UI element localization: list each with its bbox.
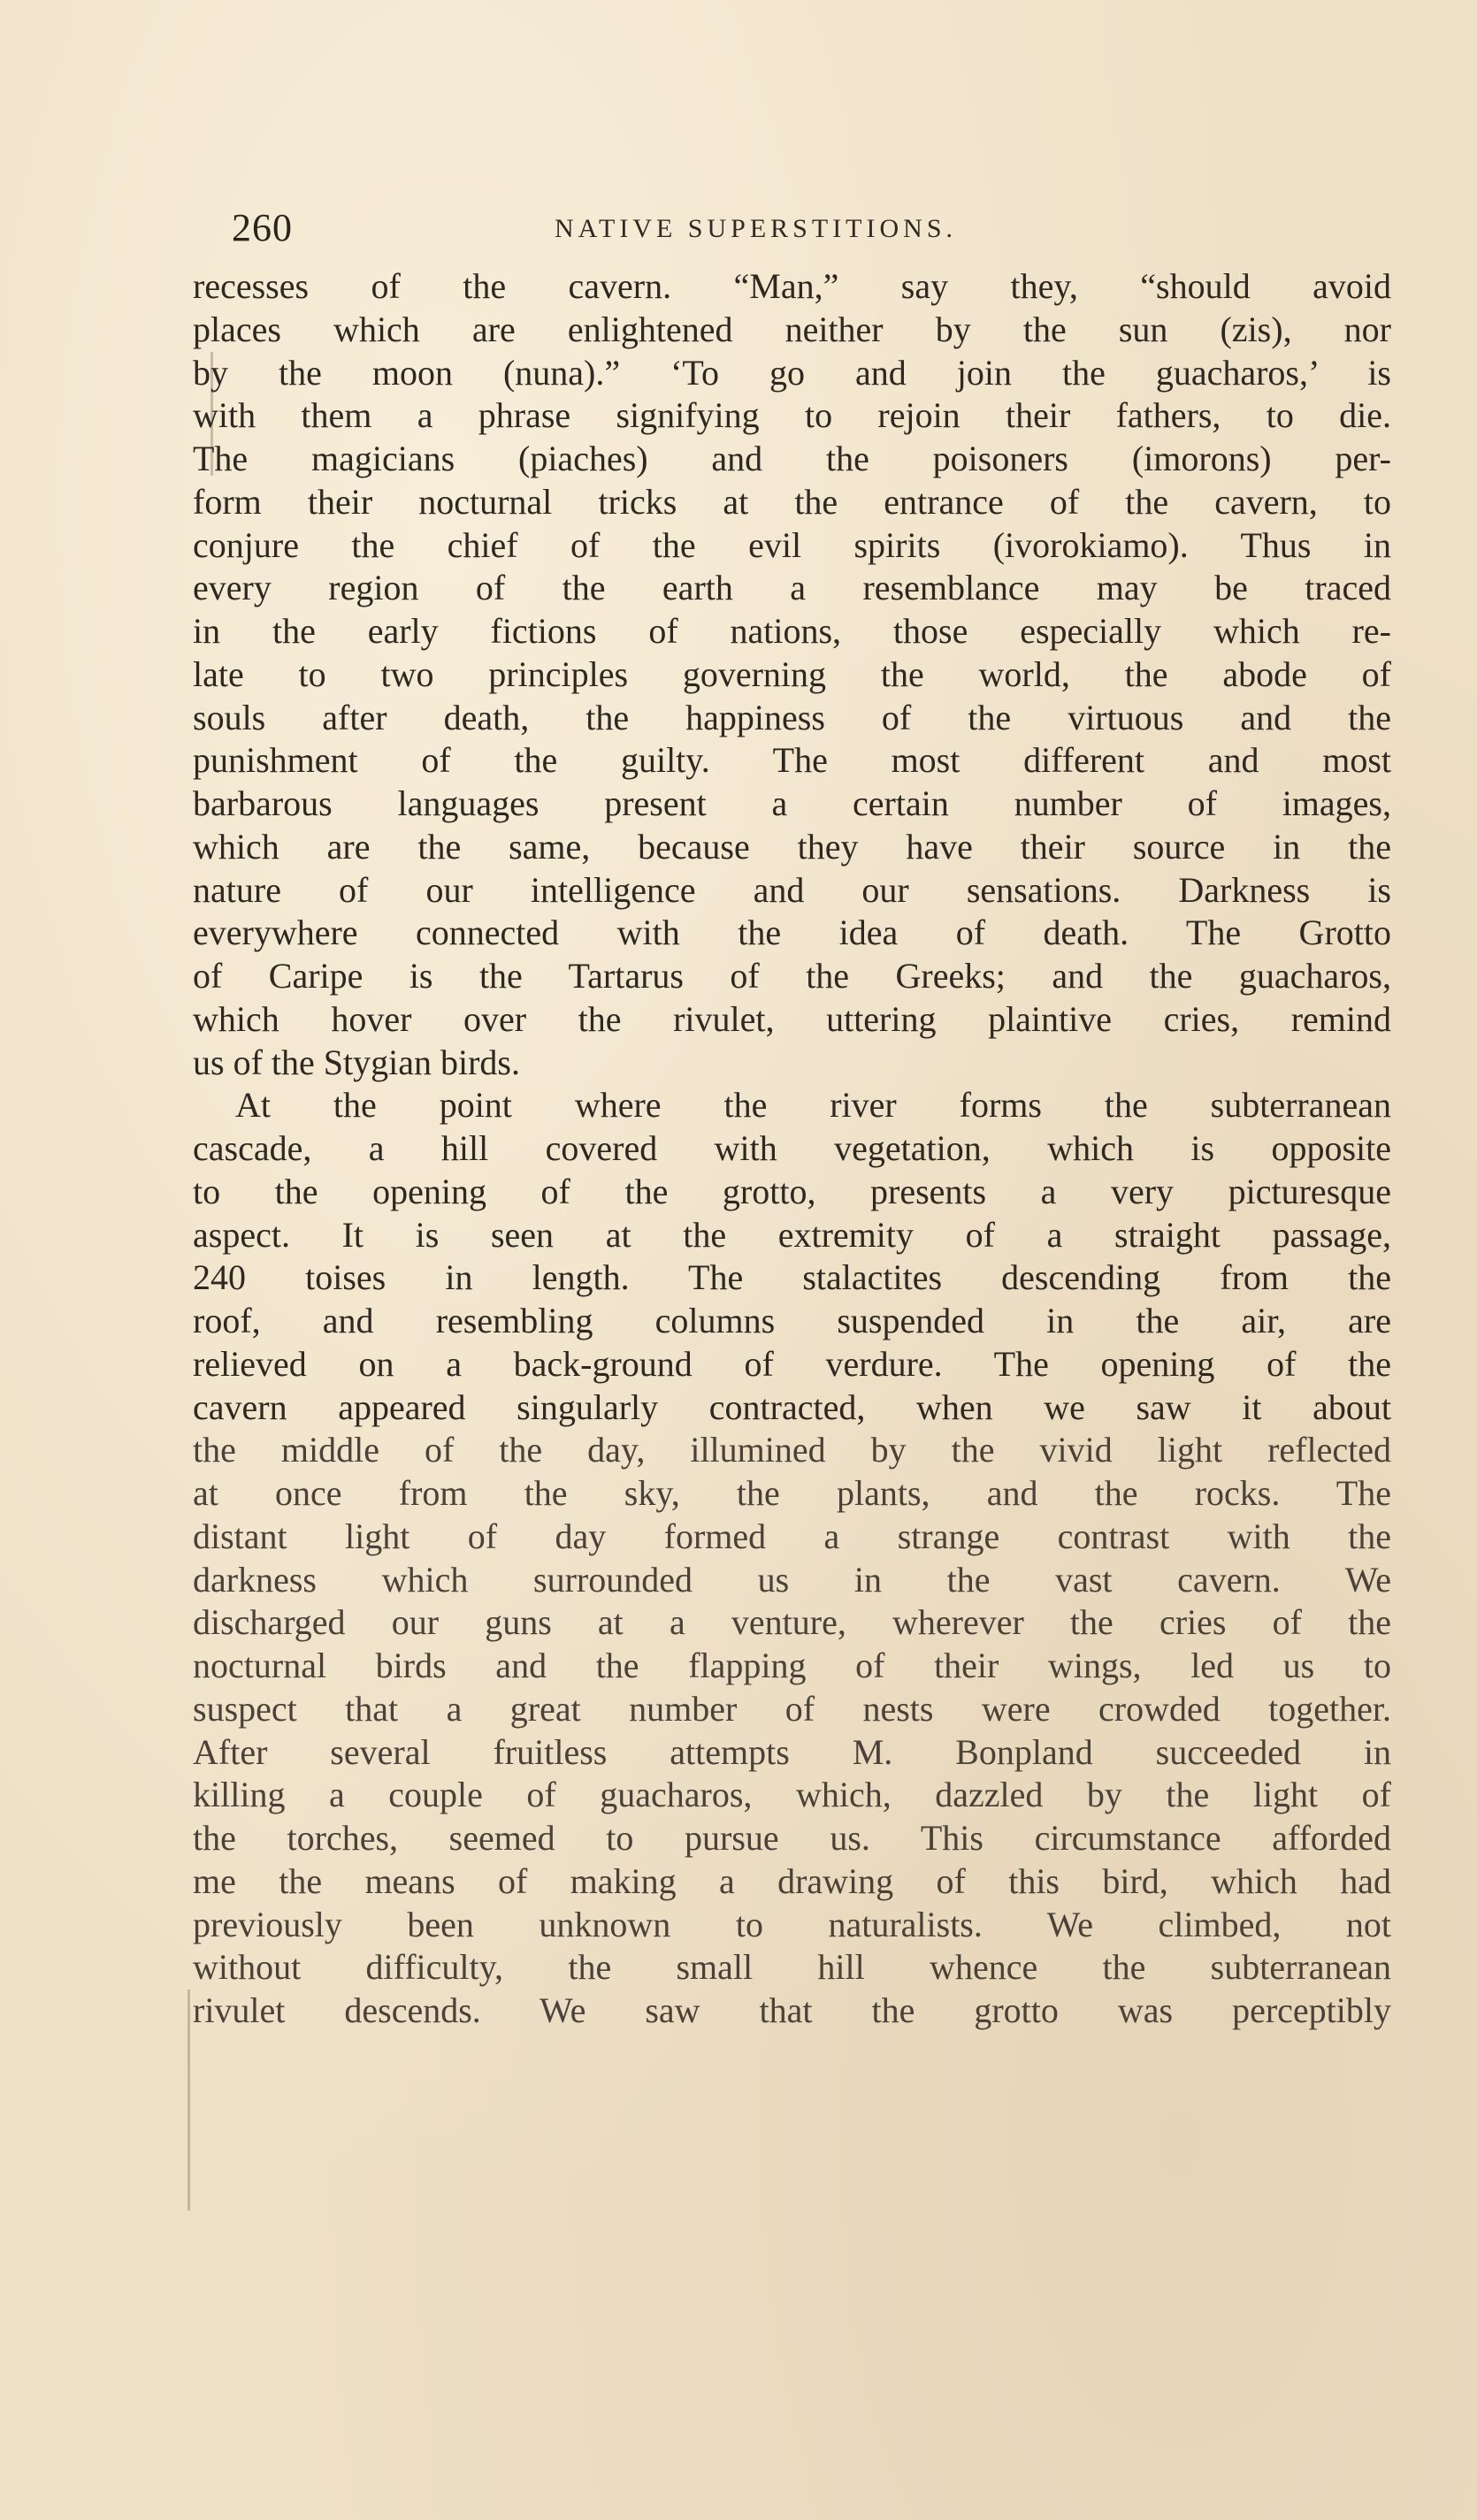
text-line: nature of our intelligence and our sensations. Darkness is <box>193 869 1391 910</box>
text-line: roof, and resembling columns suspended in the air, are <box>193 1301 1391 1340</box>
text-line: killing a couple of guacharos, which, dazzled by the light of <box>193 1775 1391 1815</box>
margin-mark <box>187 1989 190 2211</box>
text-line: by the moon (nuna).” ‘To go and join the guacharos,’ is <box>193 352 1391 393</box>
text-line: with them a phrase signifying to rejoin their fathers, to die. <box>193 395 1391 436</box>
text-line: cavern appeared singularly contracted, when we saw it about <box>193 1386 1391 1427</box>
text-line: barbarous languages present a certain number of images, <box>193 783 1391 823</box>
text-line: nocturnal birds and the flapping of their wings, led us to <box>193 1646 1391 1685</box>
text-line: souls after death, the happiness of the virtuous and the <box>193 697 1391 737</box>
text-line: in the early fictions of nations, those especially which re- <box>193 611 1391 651</box>
text-line: recesses of the cavern. “Man,” say they, “should avoid <box>193 266 1391 306</box>
text-line: discharged our guns at a venture, wherever the cries of the <box>193 1602 1391 1643</box>
text-line: at once from the sky, the plants, and the rocks. The <box>193 1473 1391 1513</box>
text-line: The magicians (piaches) and the poisoners (imorons) per- <box>193 439 1391 478</box>
text-line: distant light of day formed a strange contrast with the <box>193 1516 1391 1556</box>
body-text <box>193 265 1391 2033</box>
text-line: which are the same, because they have their source in the <box>193 826 1391 867</box>
text-line: places which are enlightened neither by the sun (zis), nor <box>193 309 1391 349</box>
text-line: which hover over the rivulet, uttering plaintive cries, remind <box>193 998 1391 1039</box>
page-number: 260 <box>232 206 293 249</box>
text-line: every region of the earth a resemblance may be traced <box>193 568 1391 608</box>
text-line: punishment of the guilty. The most different and most <box>193 740 1391 781</box>
text-line: of Caripe is the Tartarus of the Greeks; and the guacharos, <box>193 956 1391 996</box>
text-line: form their nocturnal tricks at the entrance of the cavern, to <box>193 481 1391 522</box>
text-line: without difficulty, the small hill whence the subterranean <box>193 1947 1391 1988</box>
page-header <box>232 205 1399 258</box>
text-line: late to two principles governing the world, the abode of <box>193 653 1391 694</box>
text-line: darkness which surrounded us in the vast cavern. We <box>193 1559 1391 1600</box>
text-line: cascade, a hill covered with vegetation, which is opposite <box>193 1128 1391 1168</box>
running-head: NATIVE SUPERSTITIONS. <box>555 214 958 243</box>
text-line: relieved on a back-ground of verdure. The opening of the <box>193 1343 1391 1384</box>
text-line: the middle of the day, illumined by the vivid light reflected <box>193 1430 1391 1470</box>
text-line: us of the Stygian birds. <box>193 1042 520 1082</box>
text-line: 240 toises in length. The stalactites descending from the <box>193 1257 1391 1298</box>
text-line: conjure the chief of the evil spirits (ivorokiamo). Thus in <box>193 524 1391 565</box>
text-line: the torches, seemed to pursue us. This circumstance afforded <box>193 1818 1391 1858</box>
text-line: me the means of making a drawing of this bird, which had <box>193 1860 1391 1901</box>
text-line: suspect that a great number of nests were crowded together. <box>193 1688 1391 1729</box>
text-line: aspect. It is seen at the extremity of a straight passage, <box>193 1214 1391 1255</box>
text-line: After several fruitless attempts M. Bonpland succeeded in <box>193 1731 1391 1772</box>
text-line: rivulet descends. We saw that the grotto was perceptibly <box>193 1990 1391 2030</box>
text-line: everywhere connected with the idea of death. The Grotto <box>193 913 1391 953</box>
text-line: to the opening of the grotto, presents a very picturesque <box>193 1171 1391 1211</box>
text-line: At the point where the river forms the subterranean <box>235 1085 1391 1126</box>
text-line: previously been unknown to naturalists. We climbed, not <box>193 1904 1391 1944</box>
